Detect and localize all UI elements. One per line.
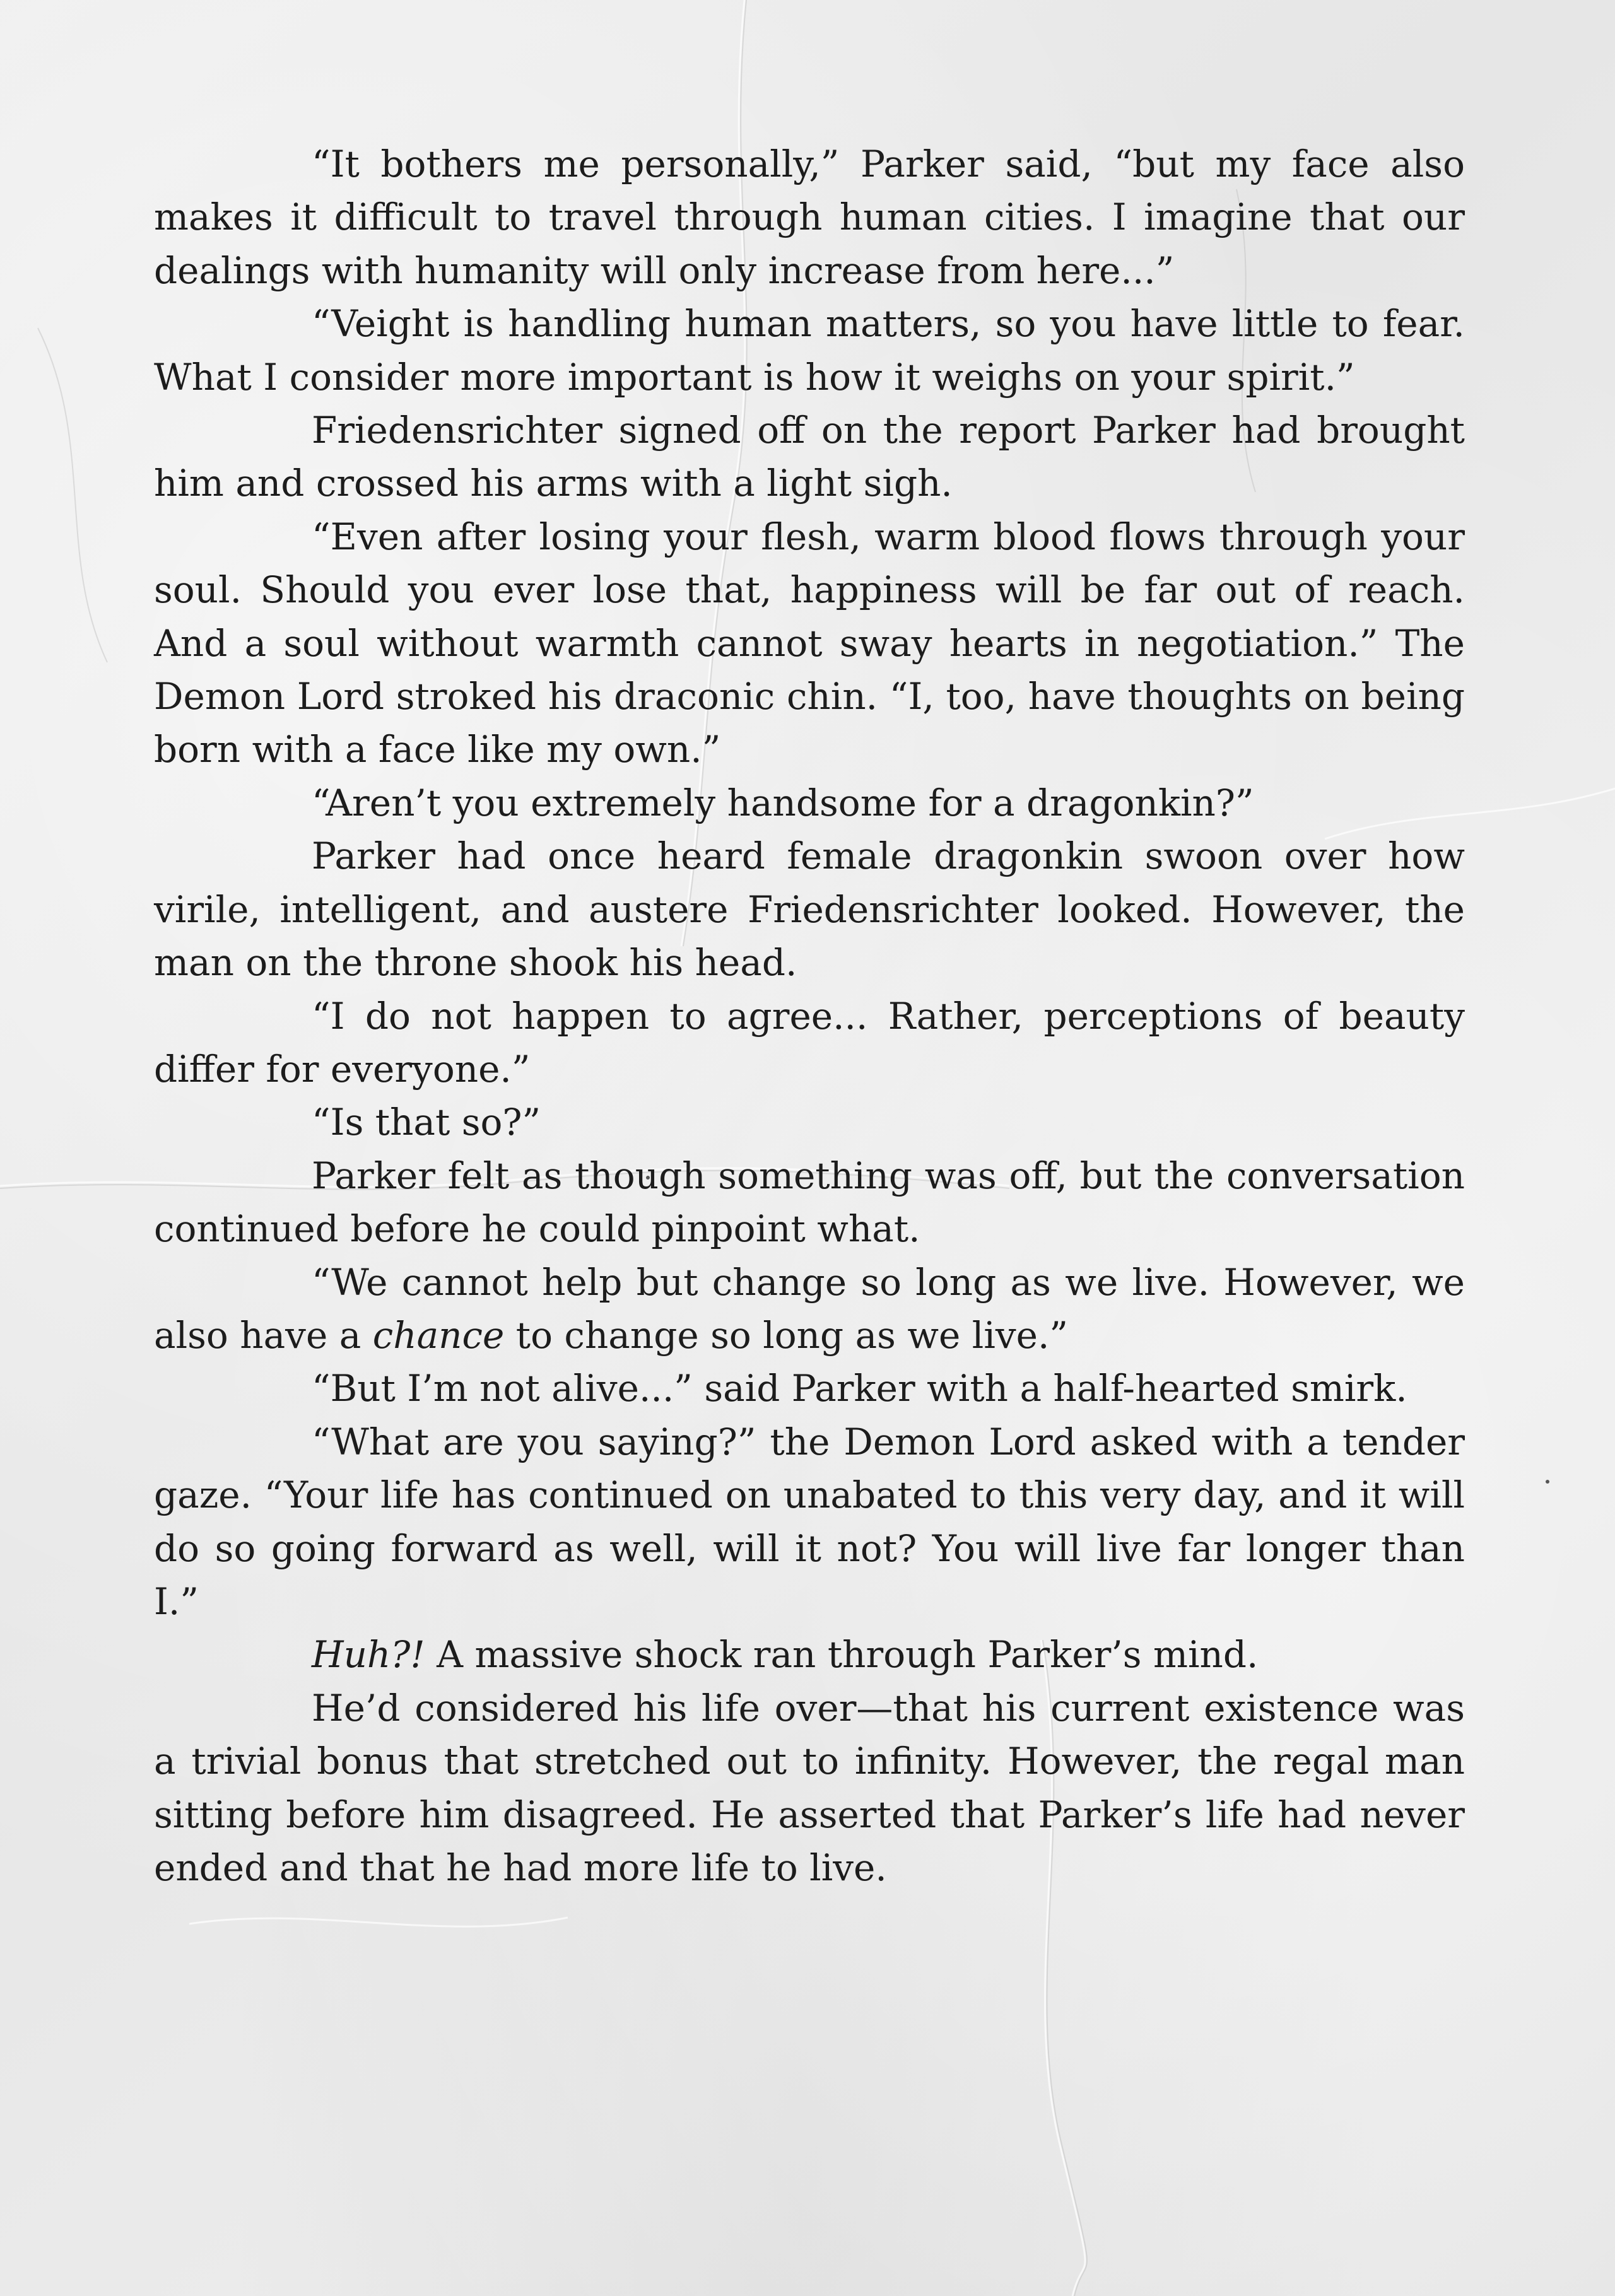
paragraph bbox=[154, 776, 1465, 829]
page-text bbox=[154, 138, 1465, 1894]
text-run: Friedensrichter signed off on the report Parker had brought him and crossed his arms with a light sigh. bbox=[154, 409, 1465, 505]
text-run: “What are you saying?” the Demon Lord asked with a tender gaze. “Your life has continued on unabated to this very day, and it will do so going forward as well, will it not? You will live far longer than I.” bbox=[154, 1420, 1465, 1623]
text-run: “Veight is handling human matters, so you have little to fear. What I consider more important is how it weighs on your spirit.” bbox=[154, 302, 1465, 399]
paragraph bbox=[154, 1149, 1465, 1256]
paragraph bbox=[154, 829, 1465, 989]
text-run: “We cannot help but change so long as we live. However, we also have a bbox=[154, 1260, 1465, 1357]
paragraph bbox=[154, 1362, 1465, 1415]
text-run: He’d considered his life over—that his current existence was a trivial bonus that stretched out to infinity. However, the regal man sitting before him disagreed. He asserted that Parker’s life had never ended and that he had more life to live. bbox=[154, 1686, 1465, 1889]
text-run: “Is that so?” bbox=[312, 1101, 541, 1144]
text-run: “Even after losing your flesh, warm blood flows through your soul. Should you ever lose that, happiness will be far out of reach. And a soul without warmth cannot sway hearts in negotiation.” The Demon Lord stroked his draconic chin. “I, too, have thoughts on being born with a face like my own.” bbox=[154, 515, 1465, 771]
paragraph bbox=[154, 1682, 1465, 1895]
paragraph bbox=[154, 1256, 1465, 1362]
paragraph bbox=[154, 1628, 1465, 1681]
text-run: A massive shock ran through Parker’s mind. bbox=[425, 1633, 1259, 1677]
paragraph bbox=[154, 404, 1465, 510]
text-run: “It bothers me personally,” Parker said, “but my face also makes it difficult to travel through human cities. I imagine that our dealings with humanity will only increase from here...” bbox=[154, 143, 1465, 292]
paragraph bbox=[154, 297, 1465, 404]
paragraph bbox=[154, 138, 1465, 297]
paragraph bbox=[154, 990, 1465, 1096]
paragraph bbox=[154, 1096, 1465, 1149]
paragraph bbox=[154, 510, 1465, 776]
text-run: “I do not happen to agree... Rather, perceptions of beauty differ for everyone.” bbox=[154, 994, 1465, 1091]
text-run: Parker had once heard female dragonkin swoon over how virile, intelligent, and austere Friedensrichter looked. However, the man on the throne shook his head. bbox=[154, 835, 1465, 985]
paragraph bbox=[154, 1415, 1465, 1629]
text-run: Parker felt as though something was off, but the conversation continued before he could pinpoint what. bbox=[154, 1154, 1465, 1251]
text-run: “But I’m not alive...” said Parker with a half-hearted smirk. bbox=[312, 1367, 1407, 1410]
text-run: “Aren’t you extremely handsome for a dragonkin?” bbox=[312, 781, 1254, 824]
italic-text: Huh?! bbox=[312, 1633, 425, 1677]
italic-text: chance bbox=[372, 1313, 505, 1357]
text-run: to change so long as we live.” bbox=[504, 1313, 1069, 1357]
paper-speck bbox=[1546, 1480, 1549, 1484]
